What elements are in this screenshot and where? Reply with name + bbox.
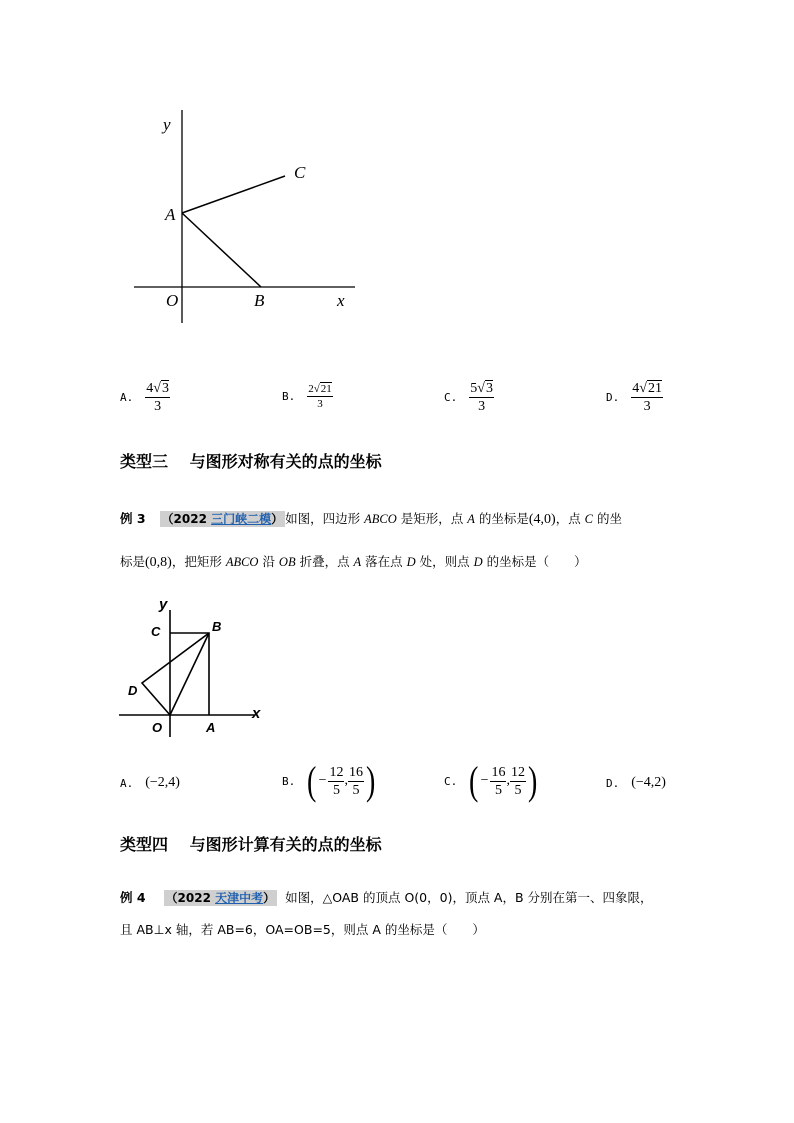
fig2-label-x: x (252, 705, 261, 722)
prev-option-d[interactable] (606, 381, 663, 414)
prev-option-a[interactable] (120, 381, 170, 414)
option-value: ( − $\frac{16}{5}$ , $\frac{12}{5}$ ) (469, 758, 538, 803)
ex3-option-a[interactable] (120, 775, 180, 791)
segment-AC (182, 176, 285, 213)
example-3-source[interactable]: （2022 三门峡二模） (161, 512, 284, 526)
fig1-label-x: x (337, 291, 345, 310)
fig1-label-A: A (165, 205, 176, 224)
fraction: $\frac{5√3}{3}$ (470, 381, 493, 414)
fig2-label-D: D (128, 683, 138, 698)
option-letter: D. (606, 391, 620, 404)
example-4-source[interactable]: （2022 天津中考） (165, 891, 276, 905)
option-letter: A. (120, 776, 134, 790)
option-letter: C. (444, 391, 458, 404)
example-3-line-1: 例 3 （2022 三门峡二模） 如图，四边形 ABCO 是矩形，点 A 的坐标是(4,0)，点 C 的坐 (120, 511, 622, 527)
ex3-option-d[interactable] (606, 775, 666, 791)
fig2-label-y: y (159, 596, 168, 613)
fraction: $\frac{4√21}{3}$ (632, 381, 662, 414)
figure-1 (120, 105, 370, 330)
fraction: $\frac{2√21}{3}$ (308, 383, 332, 410)
fig2-label-A: A (206, 720, 216, 735)
option-letter: B. (282, 774, 296, 788)
option-value: ( − $\frac{12}{5}$ , $\frac{16}{5}$ ) (307, 758, 376, 803)
fig1-label-O: O (166, 291, 179, 310)
option-letter: D. (606, 776, 620, 790)
option-letter: C. (444, 774, 458, 788)
option-letter: B. (282, 390, 296, 403)
example-3-label: 例 3 (120, 511, 146, 526)
fig1-label-B: B (254, 291, 265, 310)
example-4-line-1: 例 4 （2022 天津中考） 如图，△OAB 的顶点 O(0，0)，顶点 A，B 分别在第一、四象限， (120, 890, 653, 905)
fig1-label-C: C (294, 163, 306, 182)
option-letter: A. (120, 391, 134, 404)
section-4-heading: 类型四 与图形计算有关的点的坐标 (120, 835, 382, 854)
fraction: $\frac{4√3}{3}$ (146, 381, 169, 414)
segment-AB (182, 213, 261, 287)
example-4-line-2: 且 AB⊥x 轴，若 AB=6，OA=OB=5，则点 A 的坐标是（ ） (120, 922, 485, 937)
prev-option-b[interactable] (282, 383, 333, 410)
segment-OB (170, 633, 209, 715)
section-3-heading: 类型三 与图形对称有关的点的坐标 (120, 452, 382, 471)
fig2-label-C: C (151, 624, 161, 639)
option-value: (−4,2) (631, 775, 666, 790)
fig1-label-y: y (163, 115, 171, 134)
fig2-label-B: B (212, 619, 222, 634)
example-3-line-2: 标是(0,8)，把矩形 ABCO 沿 OB 折叠，点 A 落在点 D 处，则点 D 的坐标是（ ） (120, 554, 587, 570)
figure-2 (115, 595, 275, 745)
ex3-option-c[interactable] (444, 758, 539, 803)
option-value: (−2,4) (145, 775, 180, 790)
ex3-option-b[interactable] (282, 758, 377, 803)
example-4-label: 例 4 (120, 890, 146, 905)
fig2-label-O: O (152, 720, 163, 735)
prev-option-c[interactable] (444, 381, 494, 414)
